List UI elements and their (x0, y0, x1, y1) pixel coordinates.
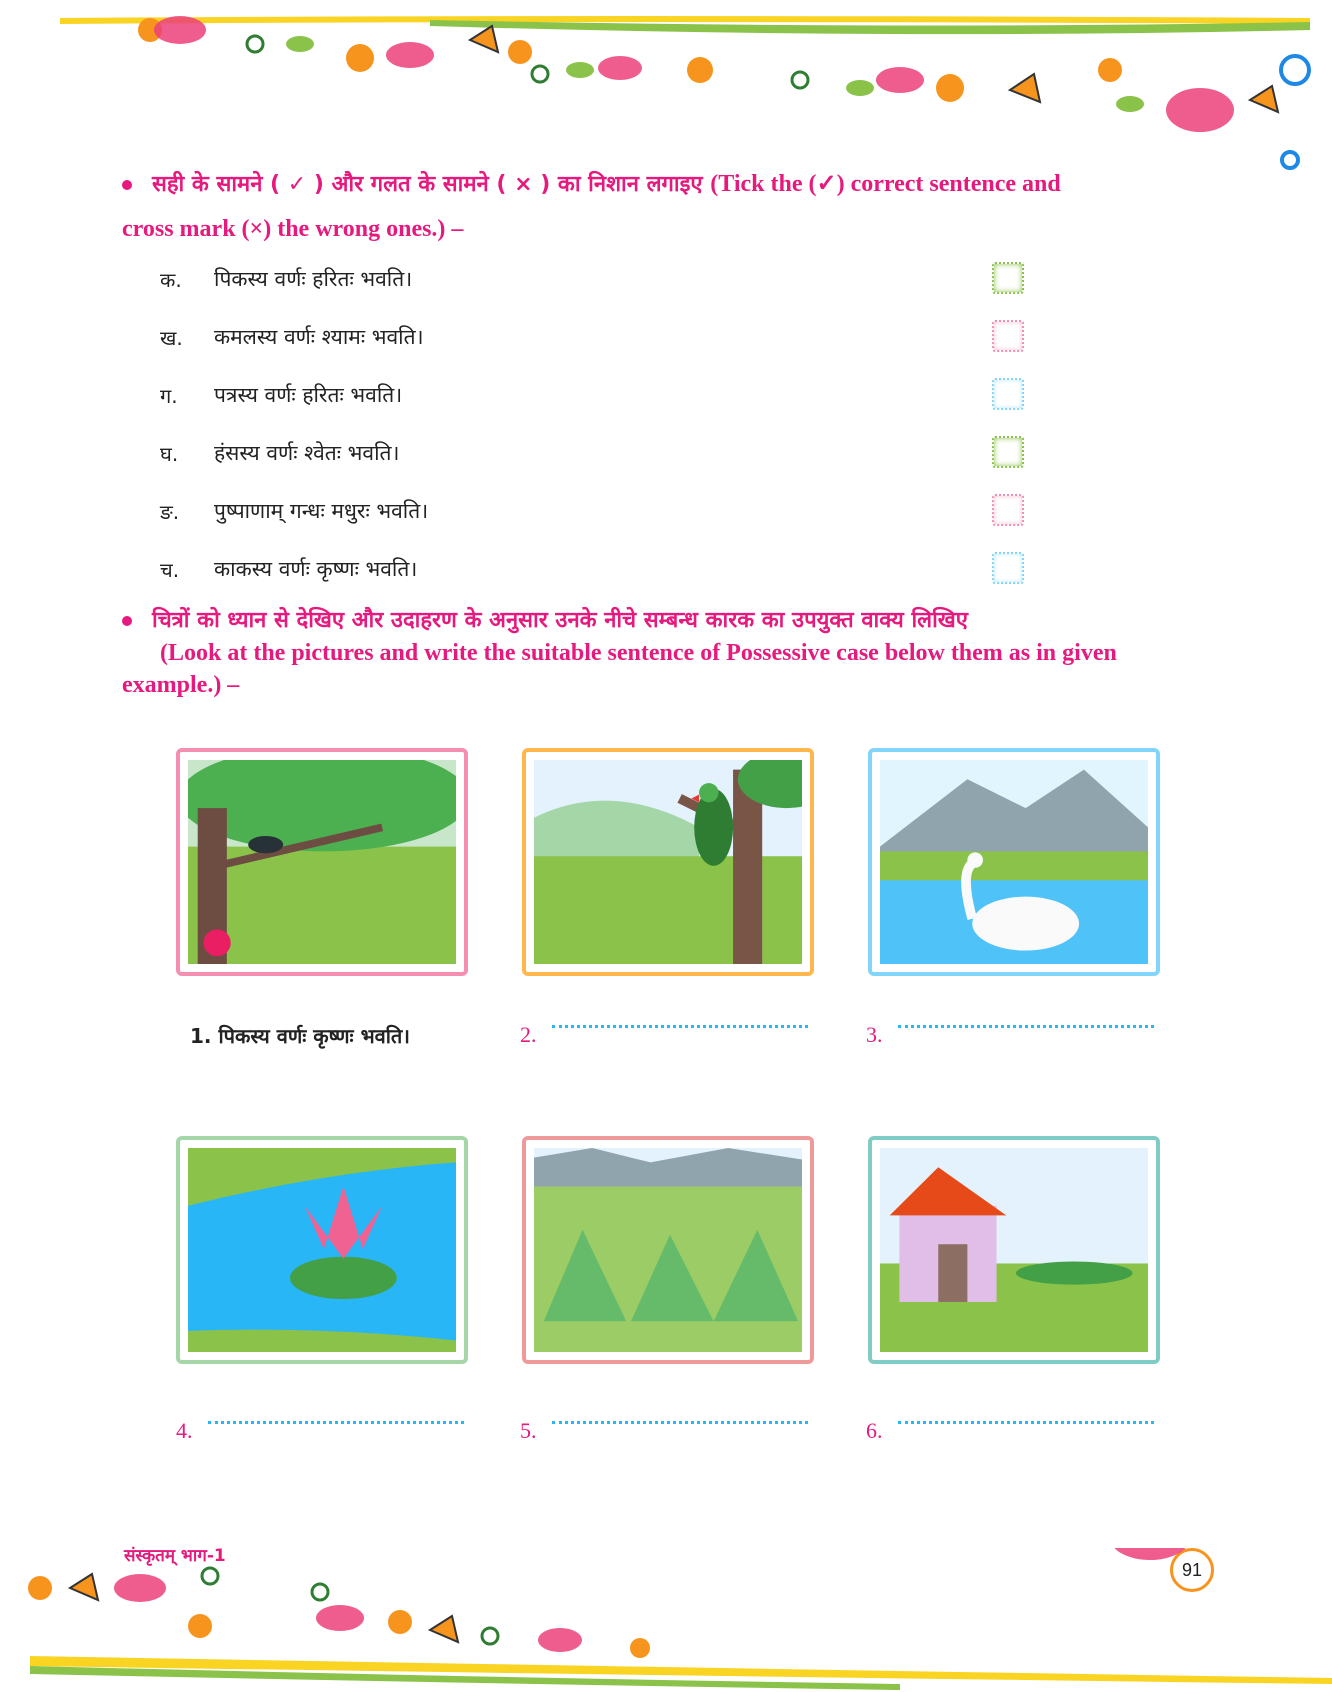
tick-item-letter: क. (160, 267, 182, 292)
tick-item-letter: ग. (160, 383, 178, 408)
bottom-floral-border (0, 1548, 1332, 1692)
tick-item-letter: ङ. (160, 499, 180, 524)
tick-item-letter: ख. (160, 325, 183, 350)
book-title: संस्कृतम् भाग-1 (124, 1546, 226, 1566)
tick-item-sentence: पत्रस्य वर्णः हरितः भवति। (214, 383, 403, 407)
tick-checkbox[interactable] (992, 378, 1024, 410)
tick-item (160, 366, 1040, 424)
answer-line-4[interactable] (176, 1418, 464, 1444)
page-number: 91 (1170, 1548, 1214, 1592)
dotted-line (898, 1022, 1154, 1028)
tick-item-sentence: पिकस्य वर्णः हरितः भवति। (214, 267, 413, 291)
answer-number: 2. (520, 1022, 537, 1047)
picture-crow-on-tree (176, 748, 468, 976)
tick-item-sentence: काकस्य वर्णः कृष्णः भवति। (214, 557, 418, 581)
tick-list (160, 250, 1040, 598)
bullet-icon (122, 180, 132, 190)
tick-checkbox[interactable] (992, 436, 1024, 468)
tick-item-letter: घ. (160, 441, 179, 466)
picture-instruction (122, 604, 1202, 701)
answer-number: 6. (866, 1418, 883, 1443)
picture-house-with-garden (868, 1136, 1160, 1364)
tick-item-sentence: हंसस्य वर्णः श्वेतः भवति। (214, 441, 400, 465)
dotted-line (208, 1418, 464, 1424)
tick-checkbox[interactable] (992, 494, 1024, 526)
answer-number: 5. (520, 1418, 537, 1443)
answer-line-3[interactable] (866, 1022, 1154, 1048)
tick-item (160, 250, 1040, 308)
answer-line-2[interactable] (520, 1022, 808, 1048)
tick-item (160, 482, 1040, 540)
picture-parrot-on-tree (522, 748, 814, 976)
answer-number: 3. (866, 1022, 883, 1047)
tick-instruction-english-1: (Tick the (✓) correct sentence and (710, 171, 1061, 197)
tick-checkbox[interactable] (992, 262, 1024, 294)
dotted-line (552, 1418, 808, 1424)
tick-item-letter: च. (160, 557, 180, 582)
dotted-line (552, 1022, 808, 1028)
tick-item-sentence: पुष्पाणाम् गन्धः मधुरः भवति। (214, 499, 429, 523)
picture-green-leaves (522, 1136, 814, 1364)
tick-checkbox[interactable] (992, 552, 1024, 584)
bullet-icon (122, 616, 132, 626)
answer-number: 4. (176, 1418, 193, 1443)
example-answer: 1. पिकस्य वर्णः कृष्णः भवति। (190, 1024, 410, 1048)
dotted-line (898, 1418, 1154, 1424)
picture-lotus-in-pond (176, 1136, 468, 1364)
tick-item (160, 308, 1040, 366)
tick-item (160, 540, 1040, 598)
picture-instruction-english-2: example.) – (122, 672, 240, 698)
tick-instruction (122, 162, 1202, 251)
picture-instruction-hindi: चित्रों को ध्यान से देखिए और उदाहरण के अनुसार उनके नीचे सम्बन्ध कारक का उपयुक्त वाक्य लिखिए (152, 608, 968, 633)
answer-line-6[interactable] (866, 1418, 1154, 1444)
tick-instruction-english-2: cross mark (×) the wrong ones.) – (122, 216, 464, 242)
tick-checkbox[interactable] (992, 320, 1024, 352)
picture-swan-in-lake (868, 748, 1160, 976)
answer-line-5[interactable] (520, 1418, 808, 1444)
tick-item-sentence: कमलस्य वर्णः श्यामः भवति। (214, 325, 424, 349)
picture-instruction-english-1: (Look at the pictures and write the suitable sentence of Possessive case below them as in given (160, 640, 1117, 666)
tick-instruction-hindi: सही के सामने ( ✓ ) और गलत के सामने ( × ) का निशान लगाइए (152, 172, 703, 197)
tick-item (160, 424, 1040, 482)
